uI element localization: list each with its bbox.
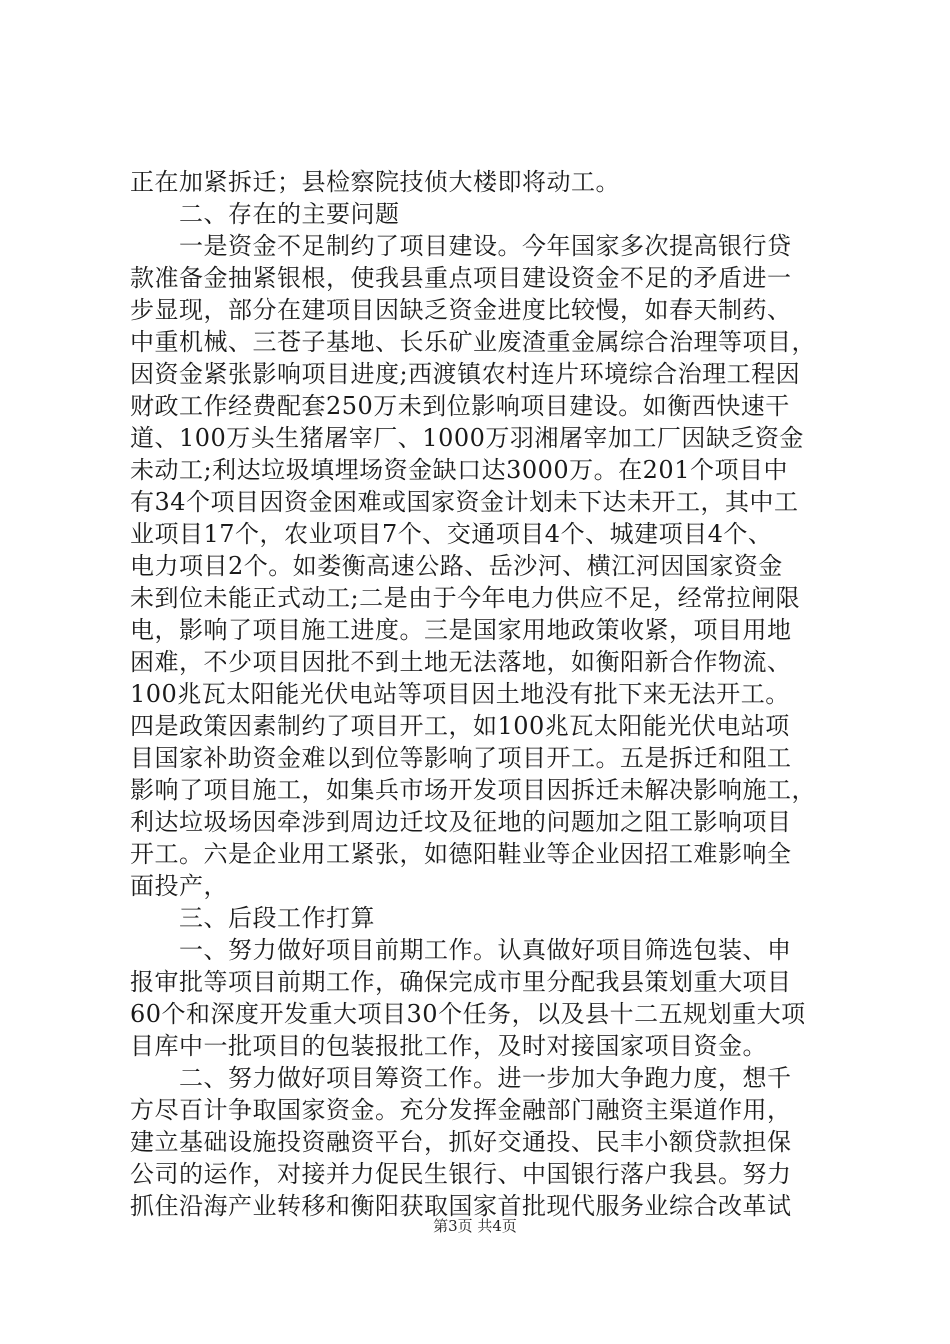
text-line: 中重机械、三苍子基地、长乐矿业废渣重金属综合治理等项目，: [130, 328, 816, 356]
text-line: 财政工作经费配套250万未到位影响项目建设。如衡西快速干: [130, 392, 790, 420]
text-line: 因资金紧张影响项目进度;西渡镇农村连片环境综合治理工程因: [130, 360, 801, 388]
text-line: 目库中一批项目的包装报批工作，及时对接国家项目资金。: [130, 1032, 767, 1060]
text-line: 影响了项目施工，如集兵市场开发项目因拆迁未解决影响施工，: [130, 776, 816, 804]
text-line: 面投产，: [130, 872, 228, 900]
text-line: 困难，不少项目因批不到土地无法落地，如衡阳新合作物流、: [130, 648, 792, 676]
text-line: 未动工;利达垃圾填埋场资金缺口达3000万。在201个项目中: [130, 456, 788, 484]
text-line: 一、努力做好项目前期工作。认真做好项目筛选包装、申: [130, 936, 792, 964]
text-line: 一是资金不足制约了项目建设。今年国家多次提高银行贷: [130, 232, 792, 260]
text-line: 款准备金抽紧银根，使我县重点项目建设资金不足的矛盾进一: [130, 264, 792, 292]
text-line: 电力项目2个。如娄衡高速公路、岳沙河、横江河因国家资金: [130, 552, 783, 580]
text-line: 未到位未能正式动工;二是由于今年电力供应不足，经常拉闸限: [130, 584, 801, 612]
section-heading-problems: 二、存在的主要问题: [130, 200, 400, 228]
text-line: 二、努力做好项目筹资工作。进一步加大争跑力度，想千: [130, 1064, 792, 1092]
text-line: 报审批等项目前期工作，确保完成市里分配我县策划重大项目: [130, 968, 792, 996]
text-line: 道、100万头生猪屠宰厂、1000万羽湘屠宰加工厂因缺乏资金: [130, 424, 804, 452]
text-line: 目国家补助资金难以到位等影响了项目开工。五是拆迁和阻工: [130, 744, 792, 772]
text-line: 公司的运作，对接并力促民生银行、中国银行落户我县。努力: [130, 1160, 792, 1188]
text-line: 业项目17个，农业项目7个、交通项目4个、城建项目4个、: [130, 520, 773, 548]
text-line: 正在加紧拆迁；县检察院技侦大楼即将动工。: [130, 168, 620, 196]
text-line: 有34个项目因资金困难或国家资金计划未下达未开工，其中工: [130, 488, 799, 516]
text-line: 利达垃圾场因牵涉到周边迁坟及征地的问题加之阻工影响项目: [130, 808, 792, 836]
section-heading-plans: 三、后段工作打算: [130, 904, 375, 932]
text-line: 100兆瓦太阳能光伏电站等项目因土地没有批下来无法开工。: [130, 680, 790, 708]
text-line: 抓住沿海产业转移和衡阳获取国家首批现代服务业综合改革试: [130, 1192, 792, 1220]
text-line: 60个和深度开发重大项目30个任务，以及县十二五规划重大项: [130, 1000, 806, 1028]
text-line: 方尽百计争取国家资金。充分发挥金融部门融资主渠道作用，: [130, 1096, 792, 1124]
document-body: [130, 166, 830, 1222]
text-line: 电，影响了项目施工进度。三是国家用地政策收紧，项目用地: [130, 616, 792, 644]
text-line: 开工。六是企业用工紧张，如德阳鞋业等企业因招工难影响全: [130, 840, 792, 868]
text-line: 四是政策因素制约了项目开工，如100兆瓦太阳能光伏电站项: [130, 712, 790, 740]
text-line: 步显现，部分在建项目因缺乏资金进度比较慢，如春天制药、: [130, 296, 792, 324]
text-line: 建立基础设施投资融资平台，抓好交通投、民丰小额贷款担保: [130, 1128, 792, 1156]
page-number-footer: 第3页 共4页: [433, 1217, 517, 1235]
